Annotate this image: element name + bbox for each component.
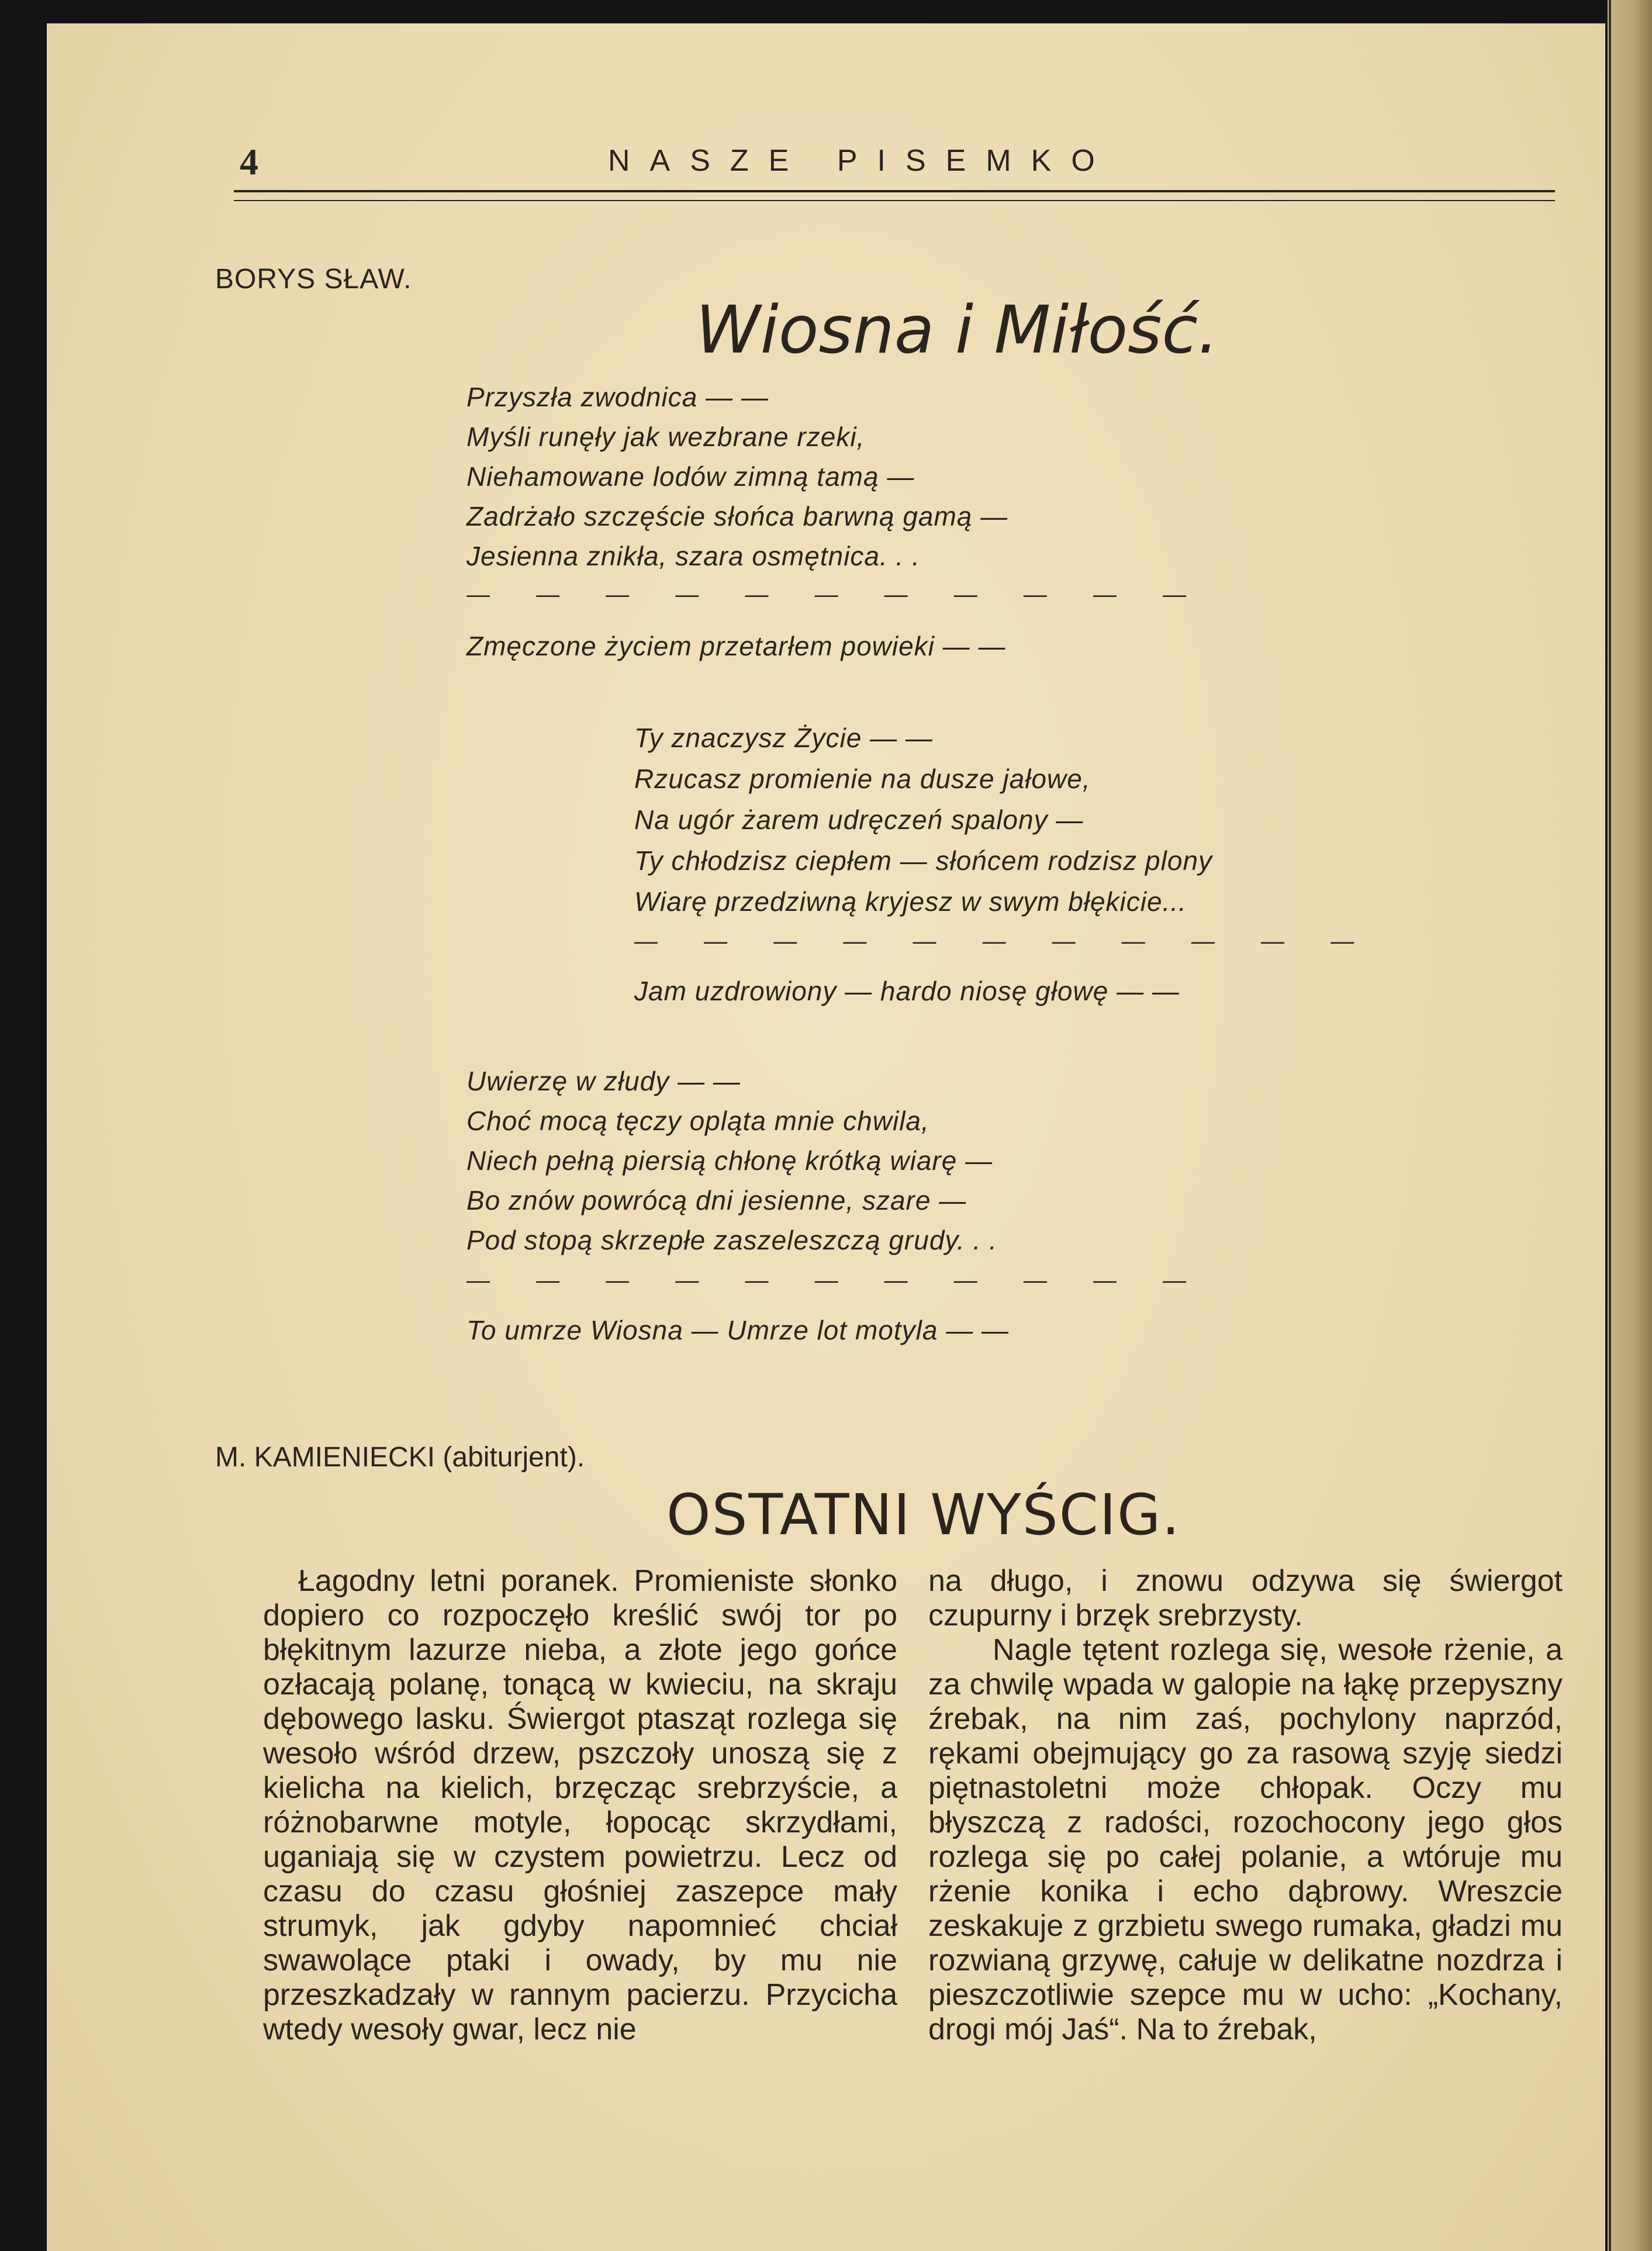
poem-line: Niehamowane lodów zimną tamą — (466, 461, 915, 492)
header-rule-thin (234, 200, 1555, 201)
running-title: NASZE PISEMKO (608, 144, 1115, 178)
poem-separator: — — — — — — — — — — — (466, 582, 1207, 607)
poem-line: Na ugór żarem udręczeń spalony — (634, 805, 1084, 835)
poem-line: Myśli runęły jak wezbrane rzeki, (466, 422, 865, 452)
story-column-right (928, 1564, 1563, 2047)
journal-page (47, 23, 1605, 2251)
story-column-left: Łagodny letni poranek. Promieniste słonko dopiero co rozpoczęło kreślić swój tor po błękitnym lazurze nieba, a złote jego gońce ozłacają polanę, tonącą w kwieciu, na skraju dębowego lasku. Świergot ptasząt rozlega się wesoło wśród drzew, pszczoły unoszą się z kielicha na kielich, brzęcząc srebrzyście, a różnobarwne motyle, łopocąc skrzydłami, uganiają się w czystem powietrzu. Lecz od czasu do czasu głośniej zaszepce mały strumyk, jak gdyby napomnieć chciał swawolące ptaki i owady, by mu nie przeszkadzały w rannym pacierzu. Przycicha wtedy wesoły gwar, lecz nie (263, 1564, 897, 2046)
poem-line: Zmęczone życiem przetarłem powieki — — (466, 631, 1006, 661)
poem-line: Zadrżało szczęście słońca barwną gamą — (466, 501, 1008, 531)
poem-line: Przyszła zwodnica — — (466, 382, 769, 412)
poem-line: Rzucasz promienie na dusze jałowe, (634, 764, 1091, 794)
poem-line: Niech pełną piersią chłonę krótką wiarę — (466, 1145, 993, 1176)
poem-line: Choć mocą tęczy opląta mnie chwila, (466, 1106, 929, 1136)
poem-line: Ty chłodzisz ciepłem — słońcem rodzisz plony (634, 845, 1213, 876)
poem-title: Wiosna i Miłość. (696, 292, 1219, 368)
poem-line: Ty znaczysz Życie — — (634, 723, 933, 753)
story-paragraph: Nagle tętent rozlega się, wesołe rżenie, a za chwilę wpada w galopie na łąkę przepyszny źrebak, na nim zaś, pochylony naprzód, rękami obejmujący go za rasową szyję siedzi piętnastoletni może chłopak. Oczy mu błyszczą z radości, rozochocony jego głos rozlega się po całej polanie, a wtóruje mu rżenie konika i echo dąbrowy. Wreszcie zeskakuje z grzbietu swego rumaka, gładzi mu rozwianą grzywę, całuje w delikatne nozdrza i pieszczotliwie szepce mu w ucho: „Kochany, drogi mój Jaś“. Na to źrebak, (928, 1633, 1563, 2046)
book-spine (1608, 0, 1652, 2251)
poem-line: Uwierzę w złudy — — (466, 1066, 741, 1096)
poem-line: Pod stopą skrzepłe zaszeleszczą grudy. . . (466, 1225, 997, 1255)
poem-line: Bo znów powrócą dni jesienne, szare — (466, 1185, 967, 1216)
poem-author: BORYS SŁAW. (215, 264, 412, 295)
header-rule (234, 190, 1555, 192)
poem-line: Jesienna znikła, szara osmętnica. . . (466, 541, 920, 571)
page-number: 4 (240, 141, 258, 182)
story-title: OSTATNI WYŚCIG. (666, 1482, 1181, 1548)
poem-separator: — — — — — — — — — — — (466, 1268, 1207, 1293)
poem-separator: — — — — — — — — — — — (634, 928, 1374, 954)
spine-edge (1609, 0, 1611, 2251)
story-author: M. KAMIENIECKI (abiturjent). (215, 1442, 585, 1473)
poem-line: Jam uzdrowiony — hardo niosę głowę — — (634, 976, 1180, 1006)
poem-line: To umrze Wiosna — Umrze lot motyla — — (466, 1315, 1009, 1345)
story-paragraph: na długo, i znowu odzywa się świergot czupurny i brzęk srebrzysty. (928, 1564, 1563, 1632)
poem-line: Wiarę przedziwną kryjesz w swym błękicie... (634, 886, 1187, 917)
